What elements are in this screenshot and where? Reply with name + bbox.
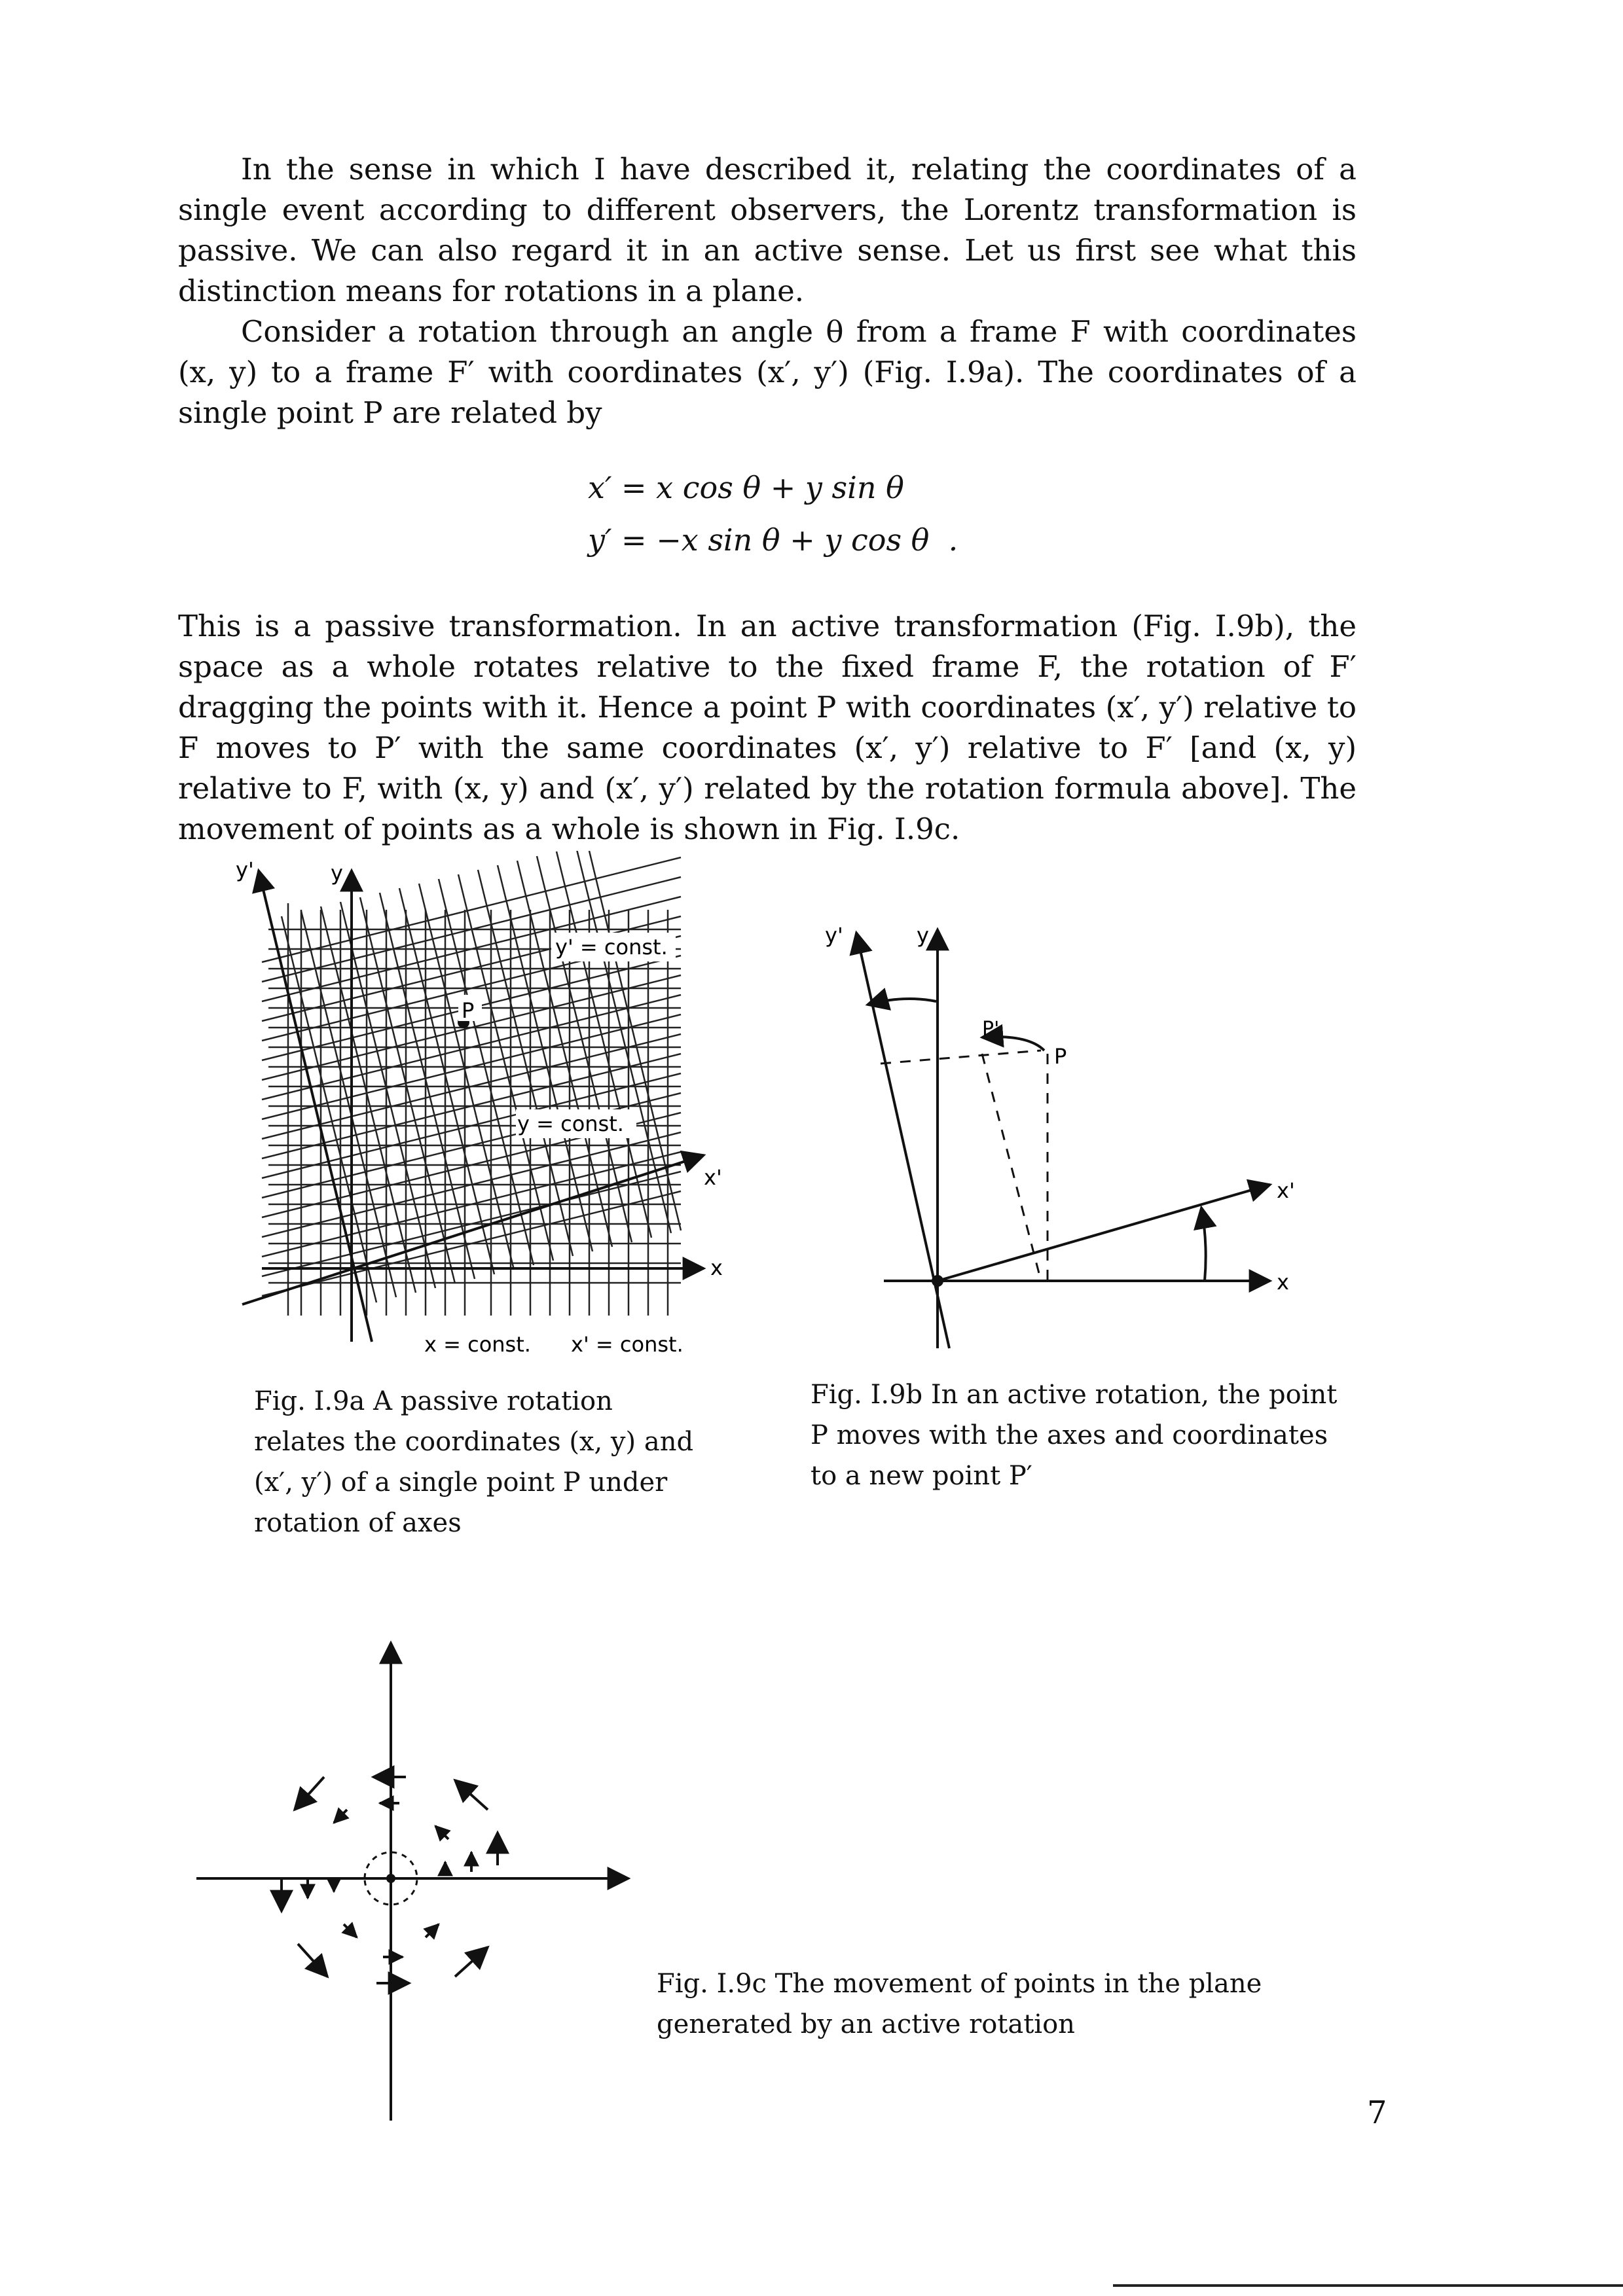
label-x-const: x = const.	[424, 1332, 531, 1357]
origin-9b	[932, 1275, 943, 1287]
label-xprime-9b: x'	[1277, 1178, 1295, 1203]
label-p-9b: P	[1054, 1044, 1067, 1069]
bottom-rule	[1113, 2284, 1623, 2287]
label-xprime-const: x' = const.	[571, 1332, 684, 1357]
grid-rotated	[262, 851, 681, 1302]
equation-x-prime: x′ = x cos θ + y sin θ	[588, 470, 904, 505]
origin-9c	[386, 1874, 395, 1883]
label-y-9a: y	[331, 861, 343, 886]
label-x-9a: x	[710, 1255, 723, 1280]
x-prime-axis-9b	[938, 1185, 1270, 1281]
caption-fig-9c: Fig. I.9c The movement of points in the plane generated by an active rotation	[657, 1969, 1262, 2039]
label-y-9b: y	[917, 923, 929, 948]
label-yprime-9b: y'	[825, 923, 843, 948]
paragraph-3: This is a passive transformation. In an active transformation (Fig. I.9b), the space as a whole rotates relative to the fixed frame F, the rotation of F′ dragging the points with it. Hence a point P with coordinates (x′, y′) relative to F moves to P′ with the same coordinates (x′, y′) relative to F′ [and (x, y) relative to F, with (x, y) and (x′, y′) related by the rotation formula above]. The movement of points as a whole is shown in Fig. I.9c.	[178, 609, 1357, 846]
label-xprime-9a: x'	[704, 1165, 722, 1190]
caption-fig-9a: Fig. I.9a A passive rotation relates the coordinates (x, y) and (x′, y′) of a single point P under rotation of axes	[254, 1386, 694, 1538]
label-pprime-9b: P'	[982, 1018, 1000, 1041]
figure-9a	[223, 851, 746, 1361]
label-yprime-const: y' = const.	[555, 935, 668, 960]
figure-9b	[825, 903, 1349, 1361]
rotation-arc-x	[1201, 1208, 1206, 1281]
label-y-const: y = const.	[517, 1111, 624, 1136]
label-p-9a: P	[462, 998, 475, 1023]
page-number: 7	[1367, 2094, 1387, 2131]
paragraph-1: In the sense in which I have described it, relating the coordinates of a single event according to different observers, the Lorentz transformation is passive. We can also regard it in an active sense. Let us first see what this distinction means for rotations in a plane.	[178, 152, 1357, 308]
label-x-9b: x	[1277, 1270, 1289, 1295]
paragraph-2: Consider a rotation through an angle θ from a frame F with coordinates (x, y) to a frame F′ with coordinates (x′, y′) (Fig. I.9a). The coordinates of a single point P are related by	[178, 314, 1357, 430]
equation-y-prime: y′ = −x sin θ + y cos θ .	[588, 522, 958, 558]
label-yprime-9a: y'	[236, 857, 254, 882]
caption-fig-9b: Fig. I.9b In an active rotation, the point P moves with the axes and coordinates to a new point P′	[811, 1380, 1338, 1491]
rotation-arc-y	[867, 999, 936, 1005]
figure-9c	[196, 1623, 694, 2121]
